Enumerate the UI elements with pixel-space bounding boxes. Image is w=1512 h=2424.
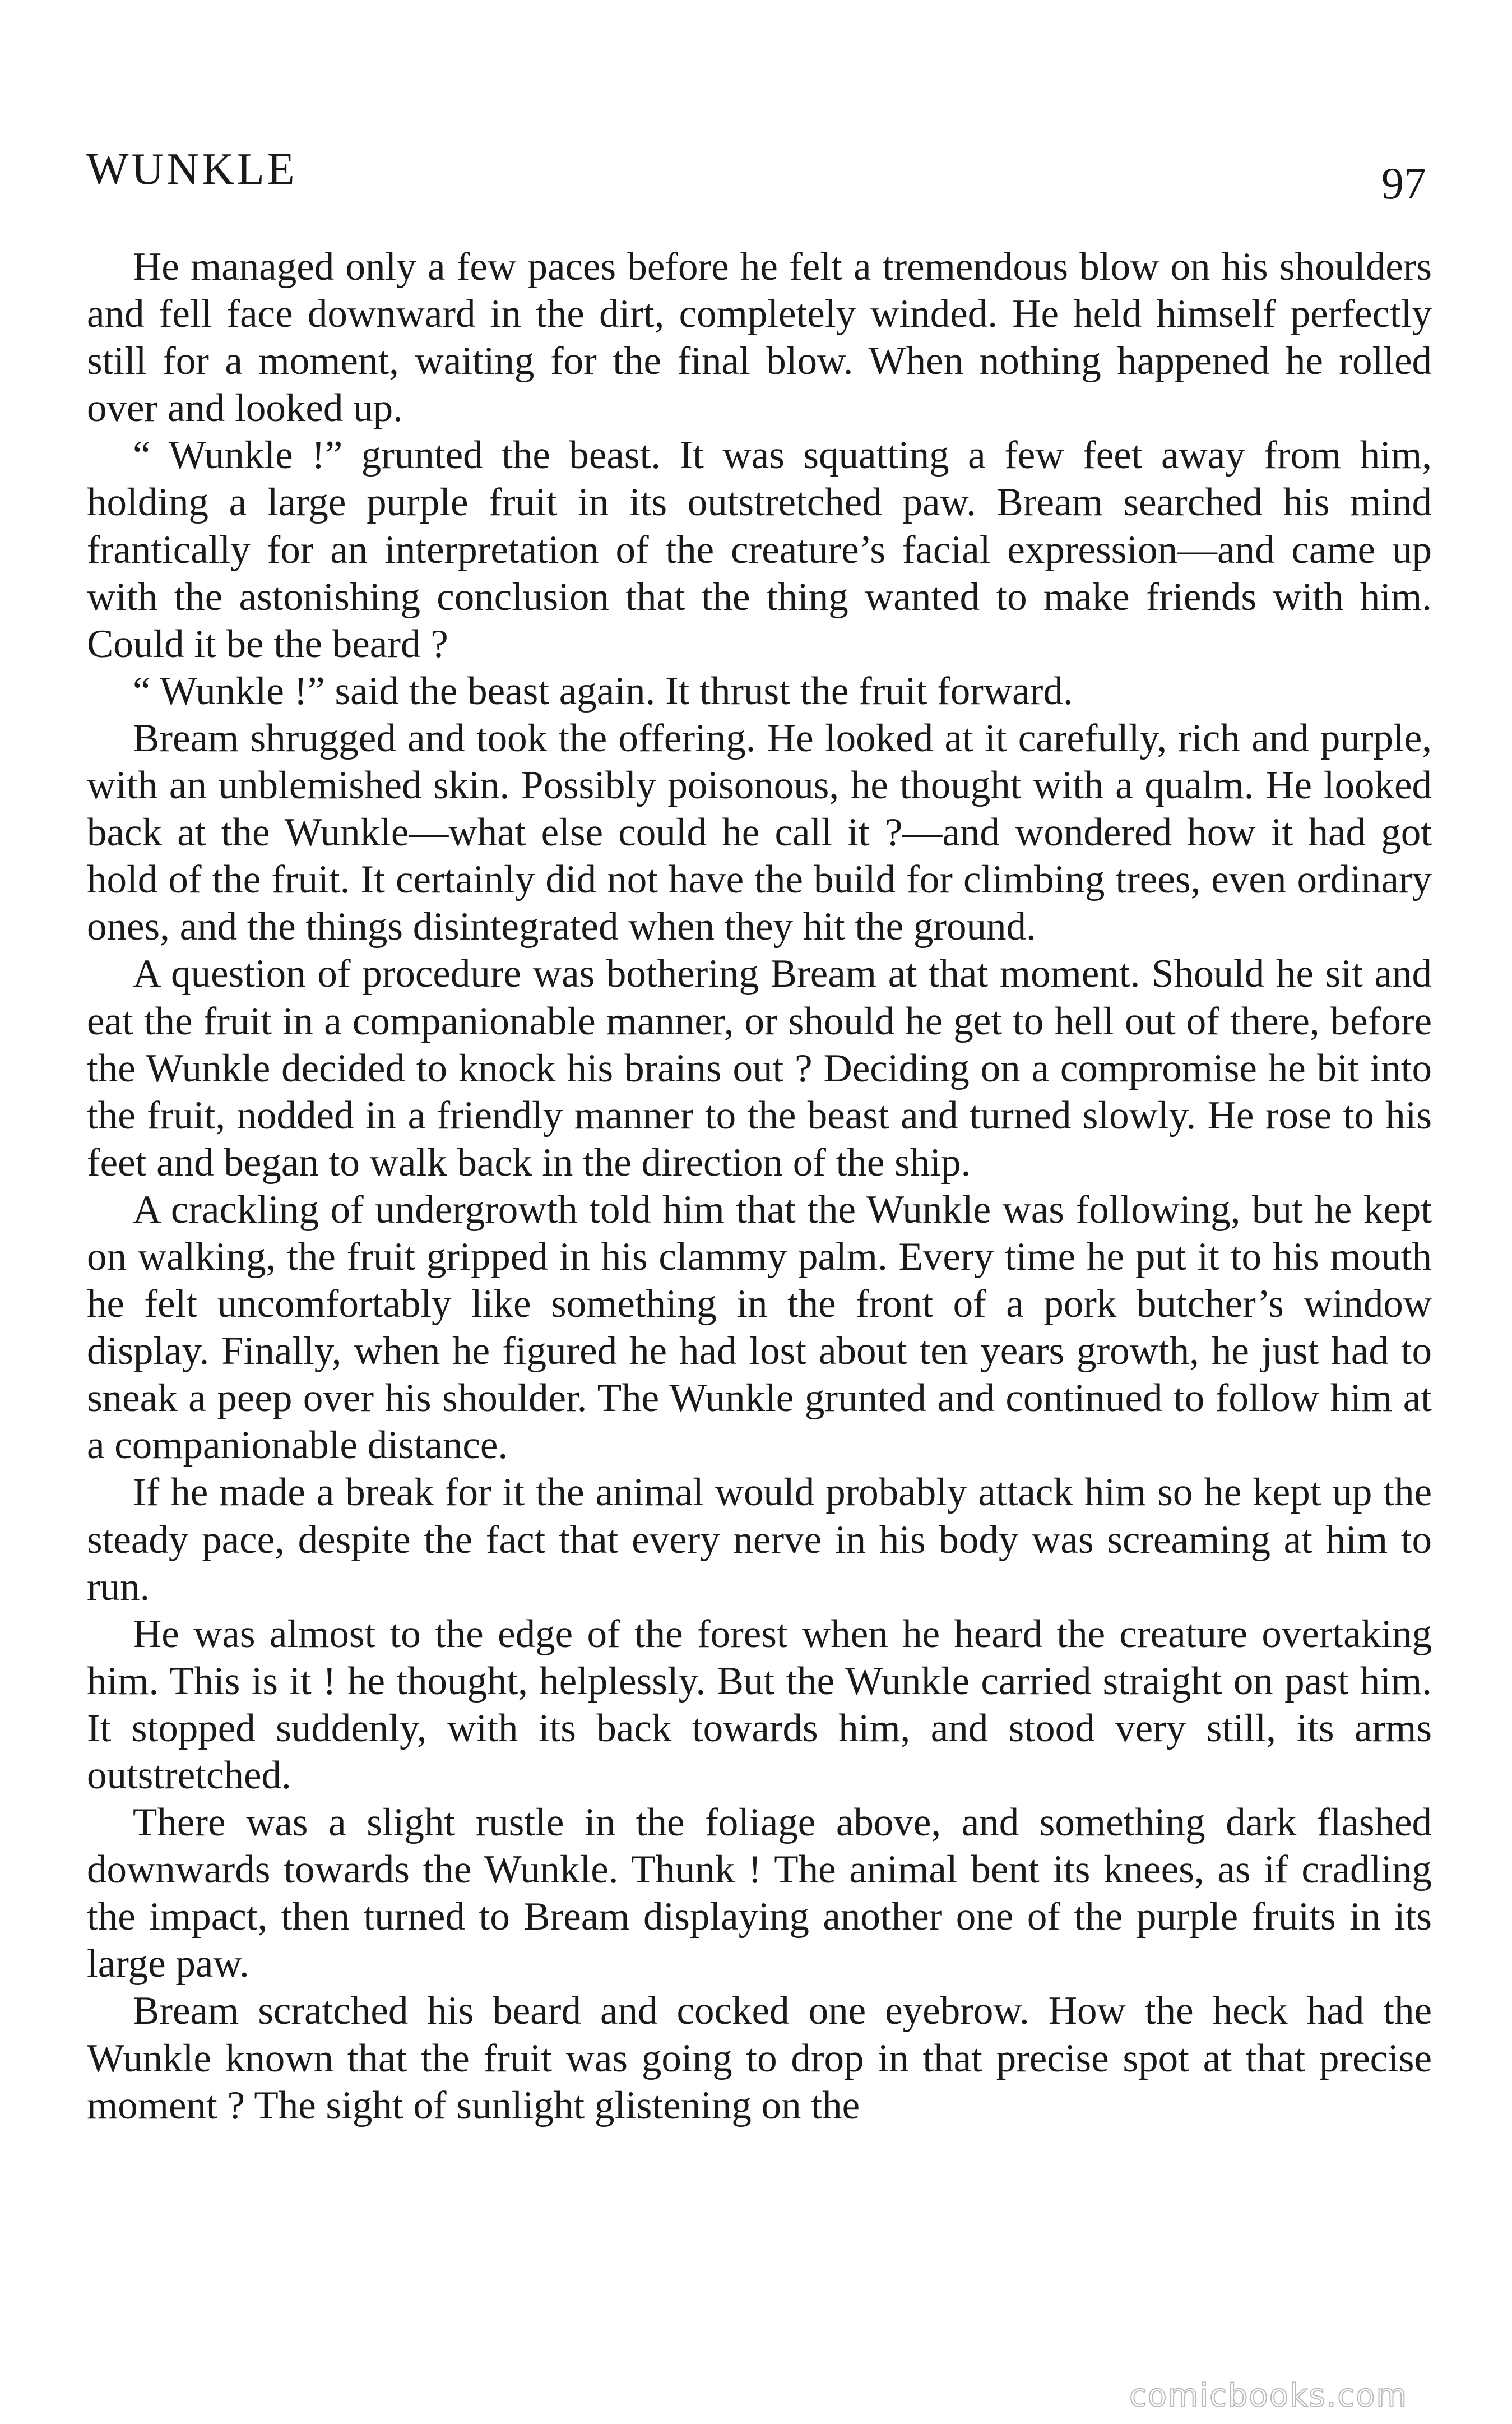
paragraph: A question of procedure was bothering Bream at that moment. Should he sit and eat the fruit in a companionable manner, or should he get to hell out of there, before the Wunkle decided to knock his brains out ? Deciding on a compromise he bit into the fruit, nodded in a friendly manner to the beast and turned slowly. He rose to his feet and began to walk back in the direction of the ship. <box>87 952 1432 1185</box>
paragraph: Bream scratched his beard and cocked one eyebrow. How the heck had the Wunkle known that the fruit was going to drop in that precise spot at that precise moment ? The sight of sunlight glistening on the <box>87 1989 1432 2127</box>
page-number: 97 <box>1381 159 1426 209</box>
paragraph: He was almost to the edge of the forest when he heard the creature overtaking him. This is it ! he thought, helplessly. But the Wunkle carried straight on past him. It stopped suddenly, with its back towards him, and stood very still, its arms outstretched. <box>87 1612 1432 1797</box>
paragraph: “ Wunkle !” grunted the beast. It was squatting a few feet away from him, holding a large purple fruit in its outstretched paw. Bream searched his mind frantically for an interpretation of the creature’s facial expression—and came up with the astonishing conclusion that the thing wanted to make friends with him. Could it be the beard ? <box>87 433 1432 666</box>
paragraph: “ Wunkle !” said the beast again. It thrust the fruit forward. <box>133 669 1073 713</box>
paragraph: A crackling of undergrowth told him that the Wunkle was following, but he kept on walking, the fruit gripped in his clammy palm. Every time he put it to his mouth he felt uncomfortably like something in the front of a pork butcher’s window display. Finally, when he figured he had lost about ten years growth, he just had to sneak a peep over his shoulder. The Wunkle grunted and continued to follow him at a companionable distance. <box>87 1187 1432 1468</box>
watermark-logo: comicbooks.com <box>1129 2377 1408 2414</box>
paragraph: Bream shrugged and took the offering. He looked at it carefully, rich and purple, with an unblemished skin. Possibly poisonous, he thought with a qualm. He looked back at the Wunkle—what else could he call it ?—and wondered how it had got hold of the fruit. It certainly did not have the build for climbing trees, even ordinary ones, and the things disintegrated when they hit the ground. <box>87 716 1432 949</box>
running-head: WUNKLE <box>86 145 298 194</box>
paragraph: There was a slight rustle in the foliage above, and something dark flashed downwards towards the Wunkle. Thunk ! The animal bent its knees, as if cradling the impact, then turned to Bream displaying another one of the purple fruits in its large paw. <box>87 1801 1432 1986</box>
body-text <box>87 243 1432 2129</box>
paragraph: He managed only a few paces before he felt a tremendous blow on his shoulders and fell face downward in the dirt, completely winded. He held himself perfectly still for a moment, waiting for the final blow. When nothing happened he rolled over and looked up. <box>87 245 1432 431</box>
paragraph: If he made a break for it the animal would probably attack him so he kept up the steady pace, despite the fact that every nerve in his body was screaming at him to run. <box>87 1470 1432 1609</box>
